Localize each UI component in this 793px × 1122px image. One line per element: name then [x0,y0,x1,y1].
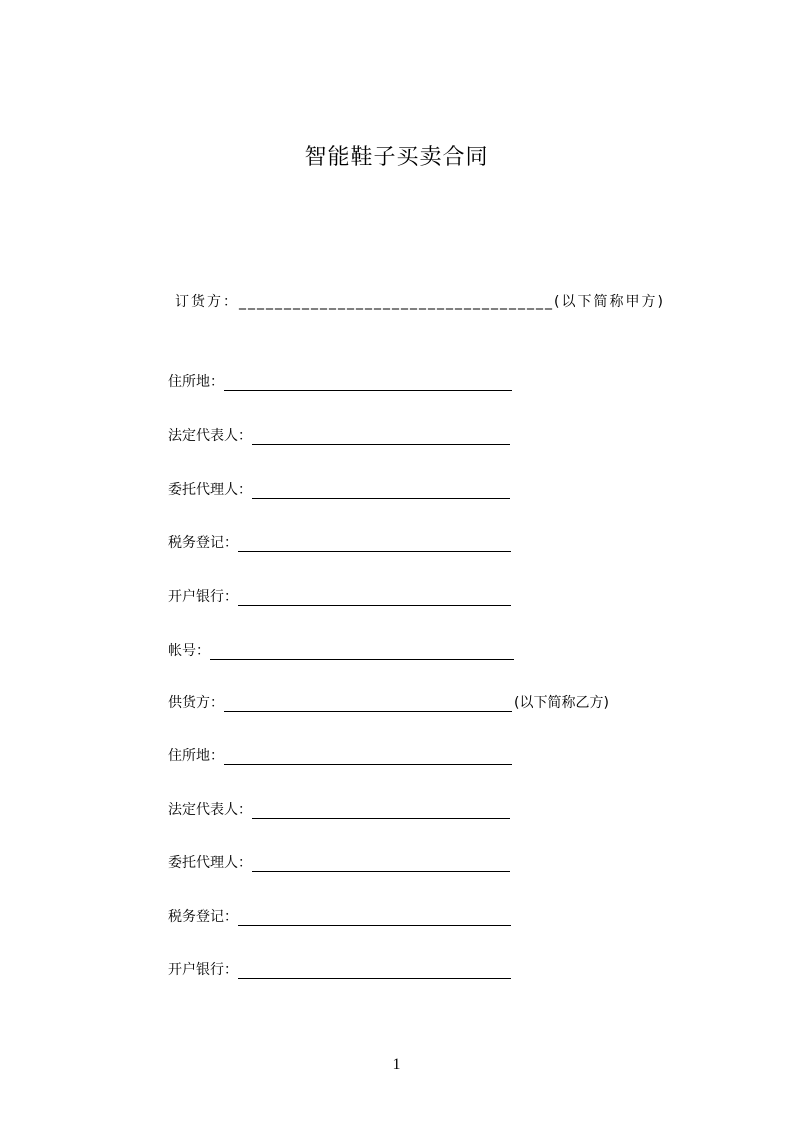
field-label: 法定代表人： [168,802,252,818]
field-label: 住所地： [168,374,224,390]
fill-in-blank [224,750,512,765]
fill-in-blank [210,645,514,660]
party-a-agent-field [168,479,510,499]
party-a-bank-field [168,586,511,606]
field-label: 税务登记： [168,535,238,551]
party-b-address-field [168,745,512,765]
fill-in-blank [238,537,511,552]
party-a-address-field [168,371,512,391]
party-a-legal-rep-field [168,425,510,445]
party-b-agent-field [168,852,510,872]
page-number: 1 [392,1056,401,1073]
field-label: 委托代理人： [168,855,252,871]
fill-in-blank [252,857,510,872]
field-label: 税务登记： [168,909,238,925]
party-a-tax-reg-field [168,532,511,552]
fill-in-blank [224,697,512,712]
fill-in-blank [224,376,512,391]
fill-in-blank [252,430,510,445]
field-label: 帐号： [168,643,210,659]
page-title: 智能鞋子买卖合同 [304,145,489,170]
fill-in-blank [252,484,510,499]
field-label: 开户银行： [168,962,238,978]
fill-in-blank [238,964,511,979]
party-a-blank: ___________________________________ [239,294,554,310]
party-a-suffix: (以下简称甲方) [554,294,665,310]
party-b-tax-reg-field [168,906,511,926]
fill-in-blank [252,804,510,819]
party-a-line [175,291,665,311]
party-b-suffix: (以下简称乙方) [514,695,609,711]
party-b-line [168,692,609,712]
field-label: 委托代理人： [168,482,252,498]
fill-in-blank [238,591,511,606]
party-b-legal-rep-field [168,799,510,819]
field-label: 法定代表人： [168,428,252,444]
field-label: 开户银行： [168,589,238,605]
field-label: 住所地： [168,748,224,764]
party-b-bank-field [168,959,511,979]
party-a-account-field [168,640,514,660]
party-a-label: 订货方： [175,294,239,310]
party-b-label: 供货方： [168,695,224,711]
fill-in-blank [238,911,511,926]
